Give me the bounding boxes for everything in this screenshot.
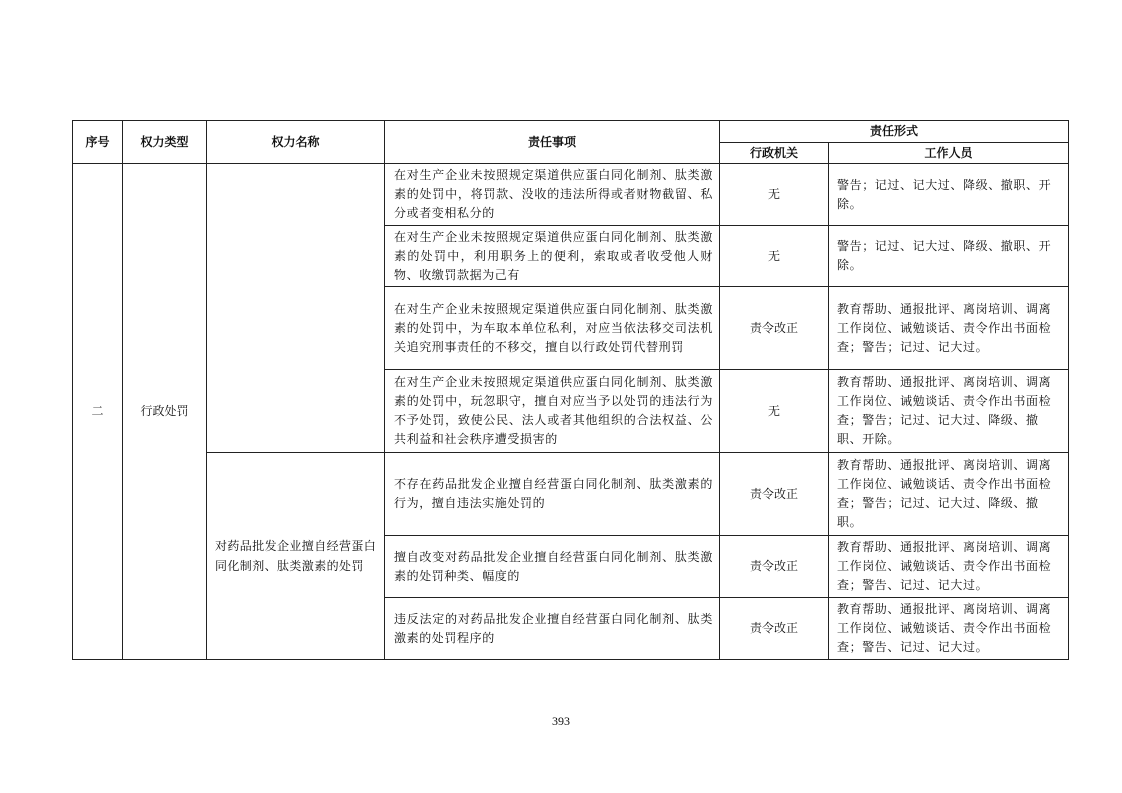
header-seq: 序号 <box>73 121 123 164</box>
power-type-cell: 行政处罚 <box>123 164 207 660</box>
agency-cell: 责令改正 <box>720 453 829 536</box>
header-power-name: 权力名称 <box>207 121 385 164</box>
matter-cell: 在对生产企业未按照规定渠道供应蛋白同化制剂、肽类激素的处罚中，玩忽职守，擅自对应当予以处罚的违法行为不予处罚，致使公民、法人或者其他组织的合法权益、公共利益和社会秩序遭受损害的 <box>385 370 720 453</box>
responsibility-table <box>72 120 1069 660</box>
table-row <box>73 453 1069 536</box>
matter-cell: 在对生产企业未按照规定渠道供应蛋白同化制剂、肽类激素的处罚中，利用职务上的便利，索取或者收受他人财物、收缴罚款据为己有 <box>385 226 720 287</box>
page-number: 393 <box>552 714 570 728</box>
table-row <box>73 164 1069 226</box>
header-agency: 行政机关 <box>720 143 829 164</box>
header-form: 责任形式 <box>720 121 1069 143</box>
power-name-cell: 对药品批发企业擅自经营蛋白同化制剂、肽类激素的处罚 <box>207 453 385 660</box>
power-name-cell-empty <box>207 164 385 453</box>
header-matter: 责任事项 <box>385 121 720 164</box>
matter-cell: 在对生产企业未按照规定渠道供应蛋白同化制剂、肽类激素的处罚中，将罚款、没收的违法所得或者财物截留、私分或者变相私分的 <box>385 164 720 226</box>
agency-cell: 责令改正 <box>720 536 829 598</box>
staff-cell: 警告；记过、记大过、降级、撤职、开除。 <box>829 164 1069 226</box>
agency-cell: 责令改正 <box>720 287 829 370</box>
staff-cell: 教育帮助、通报批评、离岗培训、调离工作岗位、诫勉谈话、责令作出书面检查；警告；记过、记大过。 <box>829 287 1069 370</box>
staff-cell: 教育帮助、通报批评、离岗培训、调离工作岗位、诫勉谈话、责令作出书面检查；警告、记过、记大过。 <box>829 598 1069 660</box>
staff-cell: 警告；记过、记大过、降级、撤职、开除。 <box>829 226 1069 287</box>
header-staff: 工作人员 <box>829 143 1069 164</box>
staff-cell: 教育帮助、通报批评、离岗培训、调离工作岗位、诫勉谈话、责令作出书面检查；警告；记过、记大过、降级、撤职、开除。 <box>829 370 1069 453</box>
staff-cell: 教育帮助、通报批评、离岗培训、调离工作岗位、诫勉谈话、责令作出书面检查；警告；记过、记大过、降级、撤职。 <box>829 453 1069 536</box>
matter-cell: 不存在药品批发企业擅自经营蛋白同化制剂、肽类激素的行为，擅自违法实施处罚的 <box>385 453 720 536</box>
agency-cell: 责令改正 <box>720 598 829 660</box>
staff-cell: 教育帮助、通报批评、离岗培训、调离工作岗位、诫勉谈话、责令作出书面检查；警告、记过、记大过。 <box>829 536 1069 598</box>
header-power-type: 权力类型 <box>123 121 207 164</box>
header-row-1 <box>73 121 1069 143</box>
seq-cell: 二 <box>73 164 123 660</box>
agency-cell: 无 <box>720 164 829 226</box>
matter-cell: 违反法定的对药品批发企业擅自经营蛋白同化制剂、肽类激素的处罚程序的 <box>385 598 720 660</box>
agency-cell: 无 <box>720 370 829 453</box>
agency-cell: 无 <box>720 226 829 287</box>
matter-cell: 在对生产企业未按照规定渠道供应蛋白同化制剂、肽类激素的处罚中，为车取本单位私利，对应当依法移交司法机关追究刑事责任的不移交，擅自以行政处罚代替刑罚 <box>385 287 720 370</box>
matter-cell: 擅自改变对药品批发企业擅自经营蛋白同化制剂、肽类激素的处罚种类、幅度的 <box>385 536 720 598</box>
